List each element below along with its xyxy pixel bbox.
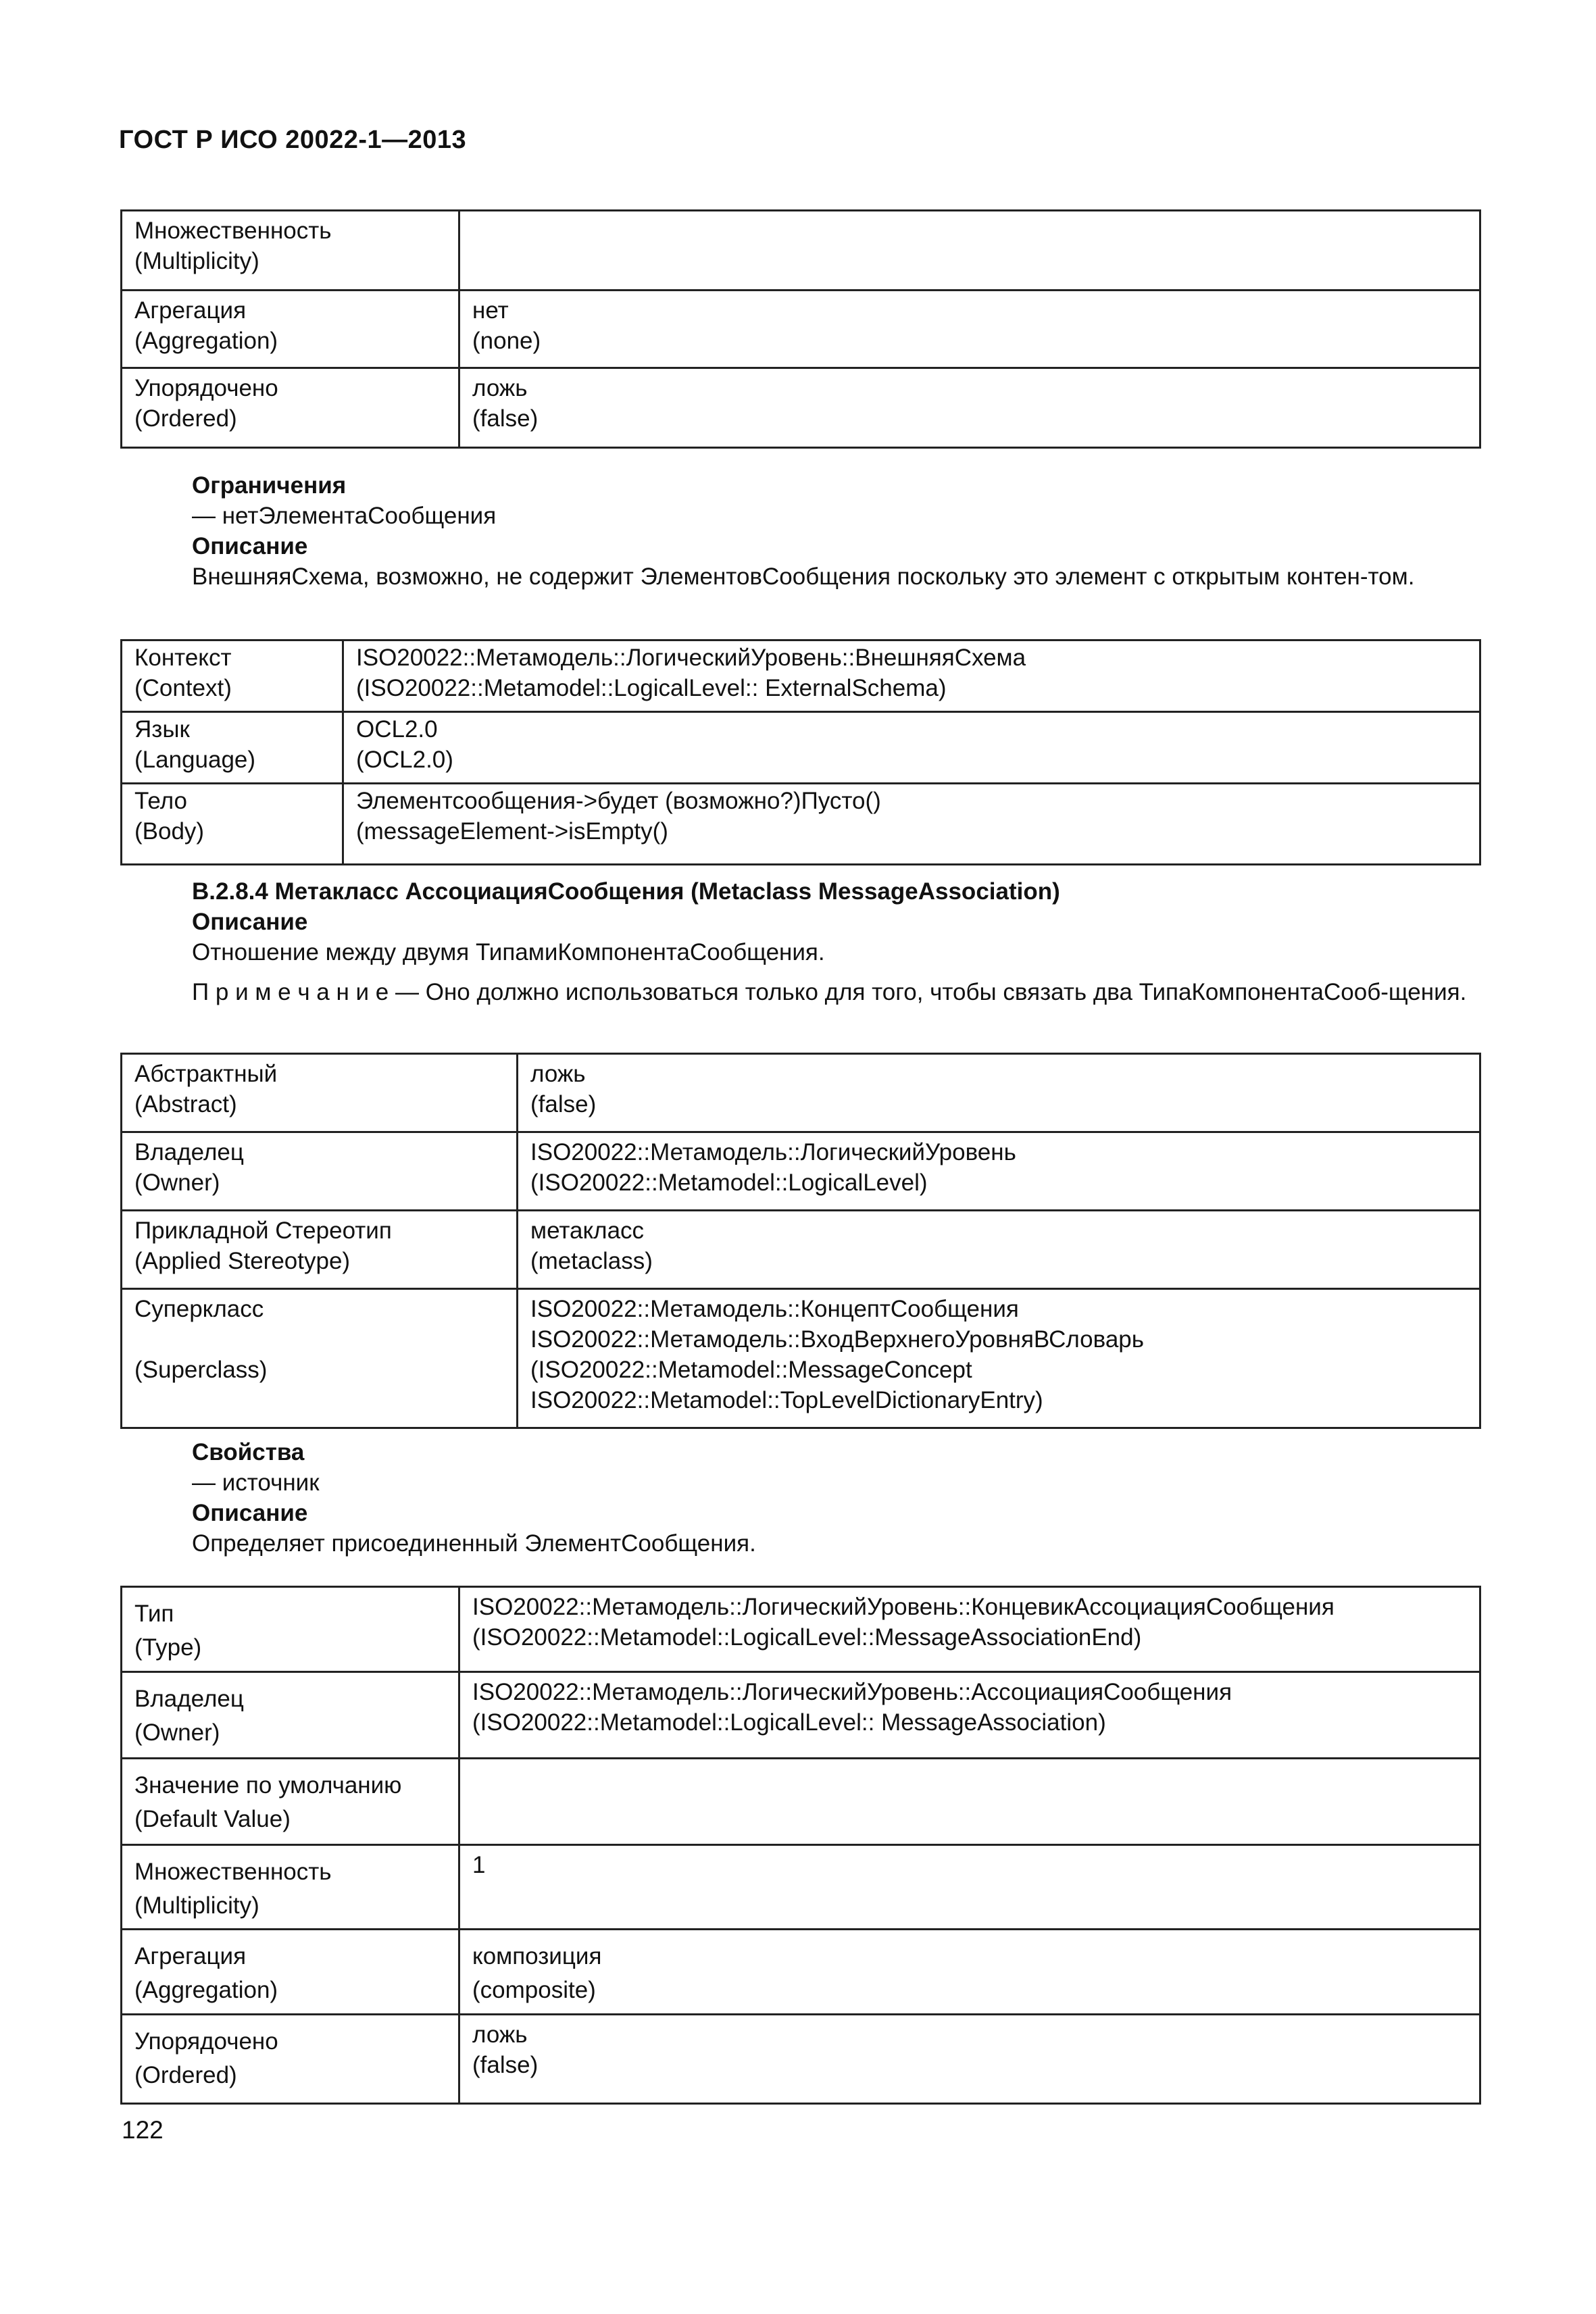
cell-line: (Default Value) (134, 1806, 291, 1832)
cell-line: (Owner) (134, 1169, 220, 1196)
value-cell (459, 1845, 1480, 1930)
constraint-table (120, 639, 1481, 865)
cell-line: (false) (472, 405, 539, 432)
cell-line: (messageElement->isEmpty() (356, 818, 668, 845)
label-cell (122, 368, 459, 448)
cell-line: ISO20022::Метамодель::ЛогическийУровень::АссоциацияСообщения (472, 1679, 1232, 1705)
cell-line: ISO20022::Метамодель::ВходВерхнегоУровняВСловарь (530, 1326, 1145, 1353)
value-cell (518, 1054, 1480, 1132)
cell-line: Множественность (134, 1859, 332, 1885)
note-text: — Оно должно использоваться только для того, чтобы связать два ТипаКомпонентаСооб-щения. (389, 979, 1467, 1005)
table-row (122, 1289, 1480, 1428)
cell-line: (Multiplicity) (134, 1892, 259, 1919)
page-number: 122 (122, 2116, 164, 2144)
cell-line: (false) (472, 2052, 539, 2078)
cell-line (134, 1324, 504, 1355)
cell-line: (none) (472, 328, 541, 354)
value-cell (459, 1759, 1480, 1845)
table-row (122, 1759, 1480, 1845)
description-text: ВнешняяСхема, возможно, не содержит ЭлементовСообщения поскольку это элемент с открытым контен-том. (192, 563, 1415, 590)
table-row (122, 712, 1480, 784)
cell-line: ложь (472, 375, 528, 401)
cell-line: (false) (530, 1091, 597, 1117)
properties-item: — источник (192, 1469, 320, 1496)
label-cell (122, 1132, 518, 1211)
cell-line: Агрегация (134, 1943, 247, 1969)
cell-line: (ISO20022::Metamodel::LogicalLevel::MessageAssociationEnd) (472, 1624, 1142, 1651)
label-cell (122, 1587, 459, 1672)
description-heading: Описание (192, 909, 308, 935)
cell-line: (Ordered) (134, 405, 237, 432)
label-cell (122, 211, 459, 291)
cell-line: (Language) (134, 747, 256, 773)
cell-line: Абстрактный (134, 1061, 278, 1087)
table-row (122, 1672, 1480, 1759)
label-cell (122, 1845, 459, 1930)
cell-line: Тело (134, 788, 187, 814)
table-row (122, 1587, 1480, 1672)
cell-line: (ISO20022::Metamodel::MessageConcept (530, 1357, 972, 1383)
table-row (122, 1211, 1480, 1289)
properties-block (120, 1437, 1481, 1559)
cell-line: (Aggregation) (134, 328, 278, 354)
section-block (120, 876, 1481, 1007)
constraints-item: — нетЭлементаСообщения (192, 503, 497, 529)
constraints-block (120, 470, 1481, 592)
cell-line: (Owner) (134, 1719, 220, 1746)
cell-line: (Context) (134, 675, 232, 701)
description-heading: Описание (192, 533, 308, 559)
label-cell (122, 784, 343, 865)
cell-line: Тип (134, 1601, 174, 1627)
label-cell (122, 1289, 518, 1428)
cell-line: (Type) (134, 1634, 202, 1661)
cell-line: (Applied Stereotype) (134, 1248, 351, 1274)
description-heading: Описание (192, 1500, 308, 1526)
table-row (122, 211, 1480, 291)
cell-line: Значение по умолчанию (134, 1772, 402, 1799)
value-cell (459, 2015, 1480, 2104)
metaclass-table (120, 1053, 1481, 1429)
cell-line: Агрегация (134, 297, 247, 324)
section-heading: В.2.8.4 Метакласс АссоциацияСообщения (Metaclass MessageAssociation) (192, 878, 1060, 905)
cell-line: Владелец (134, 1686, 244, 1712)
cell-line: метакласс (530, 1217, 645, 1244)
cell-line: ложь (472, 2021, 528, 2048)
label-cell (122, 291, 459, 368)
cell-line: OCL2.0 (356, 716, 438, 743)
description-text: Отношение между двумя ТипамиКомпонентаСообщения. (192, 939, 825, 965)
cell-line: (Body) (134, 818, 205, 845)
label-cell (122, 2015, 459, 2104)
value-cell (343, 784, 1480, 865)
cell-line: Прикладной Стереотип (134, 1217, 392, 1244)
properties-heading: Свойства (192, 1439, 305, 1465)
value-cell (459, 291, 1480, 368)
label-cell (122, 712, 343, 784)
cell-line: ISO20022::Metamodel::TopLevelDictionaryEntry) (530, 1387, 1043, 1413)
value-cell (343, 640, 1480, 712)
cell-line: Множественность (134, 218, 332, 244)
cell-line: Упорядочено (134, 375, 278, 401)
table-row (122, 1132, 1480, 1211)
table-row (122, 2015, 1480, 2104)
properties-table-1 (120, 209, 1481, 449)
property-details-table (120, 1586, 1481, 2105)
document-header: ГОСТ Р ИСО 20022-1—2013 (119, 126, 467, 154)
table-row (122, 291, 1480, 368)
value-cell (518, 1132, 1480, 1211)
cell-line: (OCL2.0) (356, 747, 453, 773)
cell-line: ISO20022::Метамодель::ЛогическийУровень (530, 1139, 1016, 1165)
value-cell (459, 1587, 1480, 1672)
cell-line: Контекст (134, 645, 232, 671)
cell-line: Владелец (134, 1139, 244, 1165)
value-cell (518, 1211, 1480, 1289)
label-cell (122, 1211, 518, 1289)
constraints-heading: Ограничения (192, 472, 347, 499)
note-label: П р и м е ч а н и е (192, 979, 389, 1005)
cell-line: (ISO20022::Metamodel::LogicalLevel:: MessageAssociation) (472, 1709, 1106, 1736)
cell-line: (Ordered) (134, 2062, 237, 2088)
cell-line: (Abstract) (134, 1091, 237, 1117)
cell-line: 1 (472, 1852, 486, 1878)
cell-line: ISO20022::Метамодель::КонцептСообщения (530, 1296, 1019, 1322)
value-cell (459, 368, 1480, 448)
cell-line: ISO20022::Метамодель::ЛогическийУровень::КонцевикАссоциацияСообщения (472, 1594, 1335, 1620)
table-row (122, 1845, 1480, 1930)
label-cell (122, 1054, 518, 1132)
label-cell (122, 640, 343, 712)
cell-line: Упорядочено (134, 2028, 278, 2055)
value-cell (459, 1930, 1480, 2015)
table-row (122, 1054, 1480, 1132)
table-row (122, 1930, 1480, 2015)
cell-line: Язык (134, 716, 190, 743)
cell-line: (Multiplicity) (134, 248, 259, 274)
cell-line: (metaclass) (530, 1248, 653, 1274)
cell-line: композиция (472, 1943, 602, 1969)
table-row (122, 368, 1480, 448)
label-cell (122, 1930, 459, 2015)
cell-line: (composite) (472, 1977, 596, 2003)
value-cell (518, 1289, 1480, 1428)
table-row (122, 784, 1480, 865)
cell-line: (ISO20022::Metamodel::LogicalLevel) (530, 1169, 928, 1196)
cell-line: Элементсообщения->будет (возможно?)Пусто() (356, 788, 881, 814)
value-cell (343, 712, 1480, 784)
cell-line: ложь (530, 1061, 586, 1087)
cell-line: (ISO20022::Metamodel::LogicalLevel:: ExternalSchema) (356, 675, 947, 701)
cell-line: Суперкласс (134, 1296, 264, 1322)
table-row (122, 640, 1480, 712)
cell-line: ISO20022::Метамодель::ЛогическийУровень::ВнешняяСхема (356, 645, 1026, 671)
cell-line: (Superclass) (134, 1357, 268, 1383)
label-cell (122, 1759, 459, 1845)
value-cell (459, 211, 1480, 291)
cell-line: (Aggregation) (134, 1977, 278, 2003)
cell-line: нет (472, 297, 509, 324)
value-cell (459, 1672, 1480, 1759)
label-cell (122, 1672, 459, 1759)
note-paragraph (120, 977, 1481, 1007)
description-text: Определяет присоединенный ЭлементСообщения. (192, 1530, 756, 1557)
